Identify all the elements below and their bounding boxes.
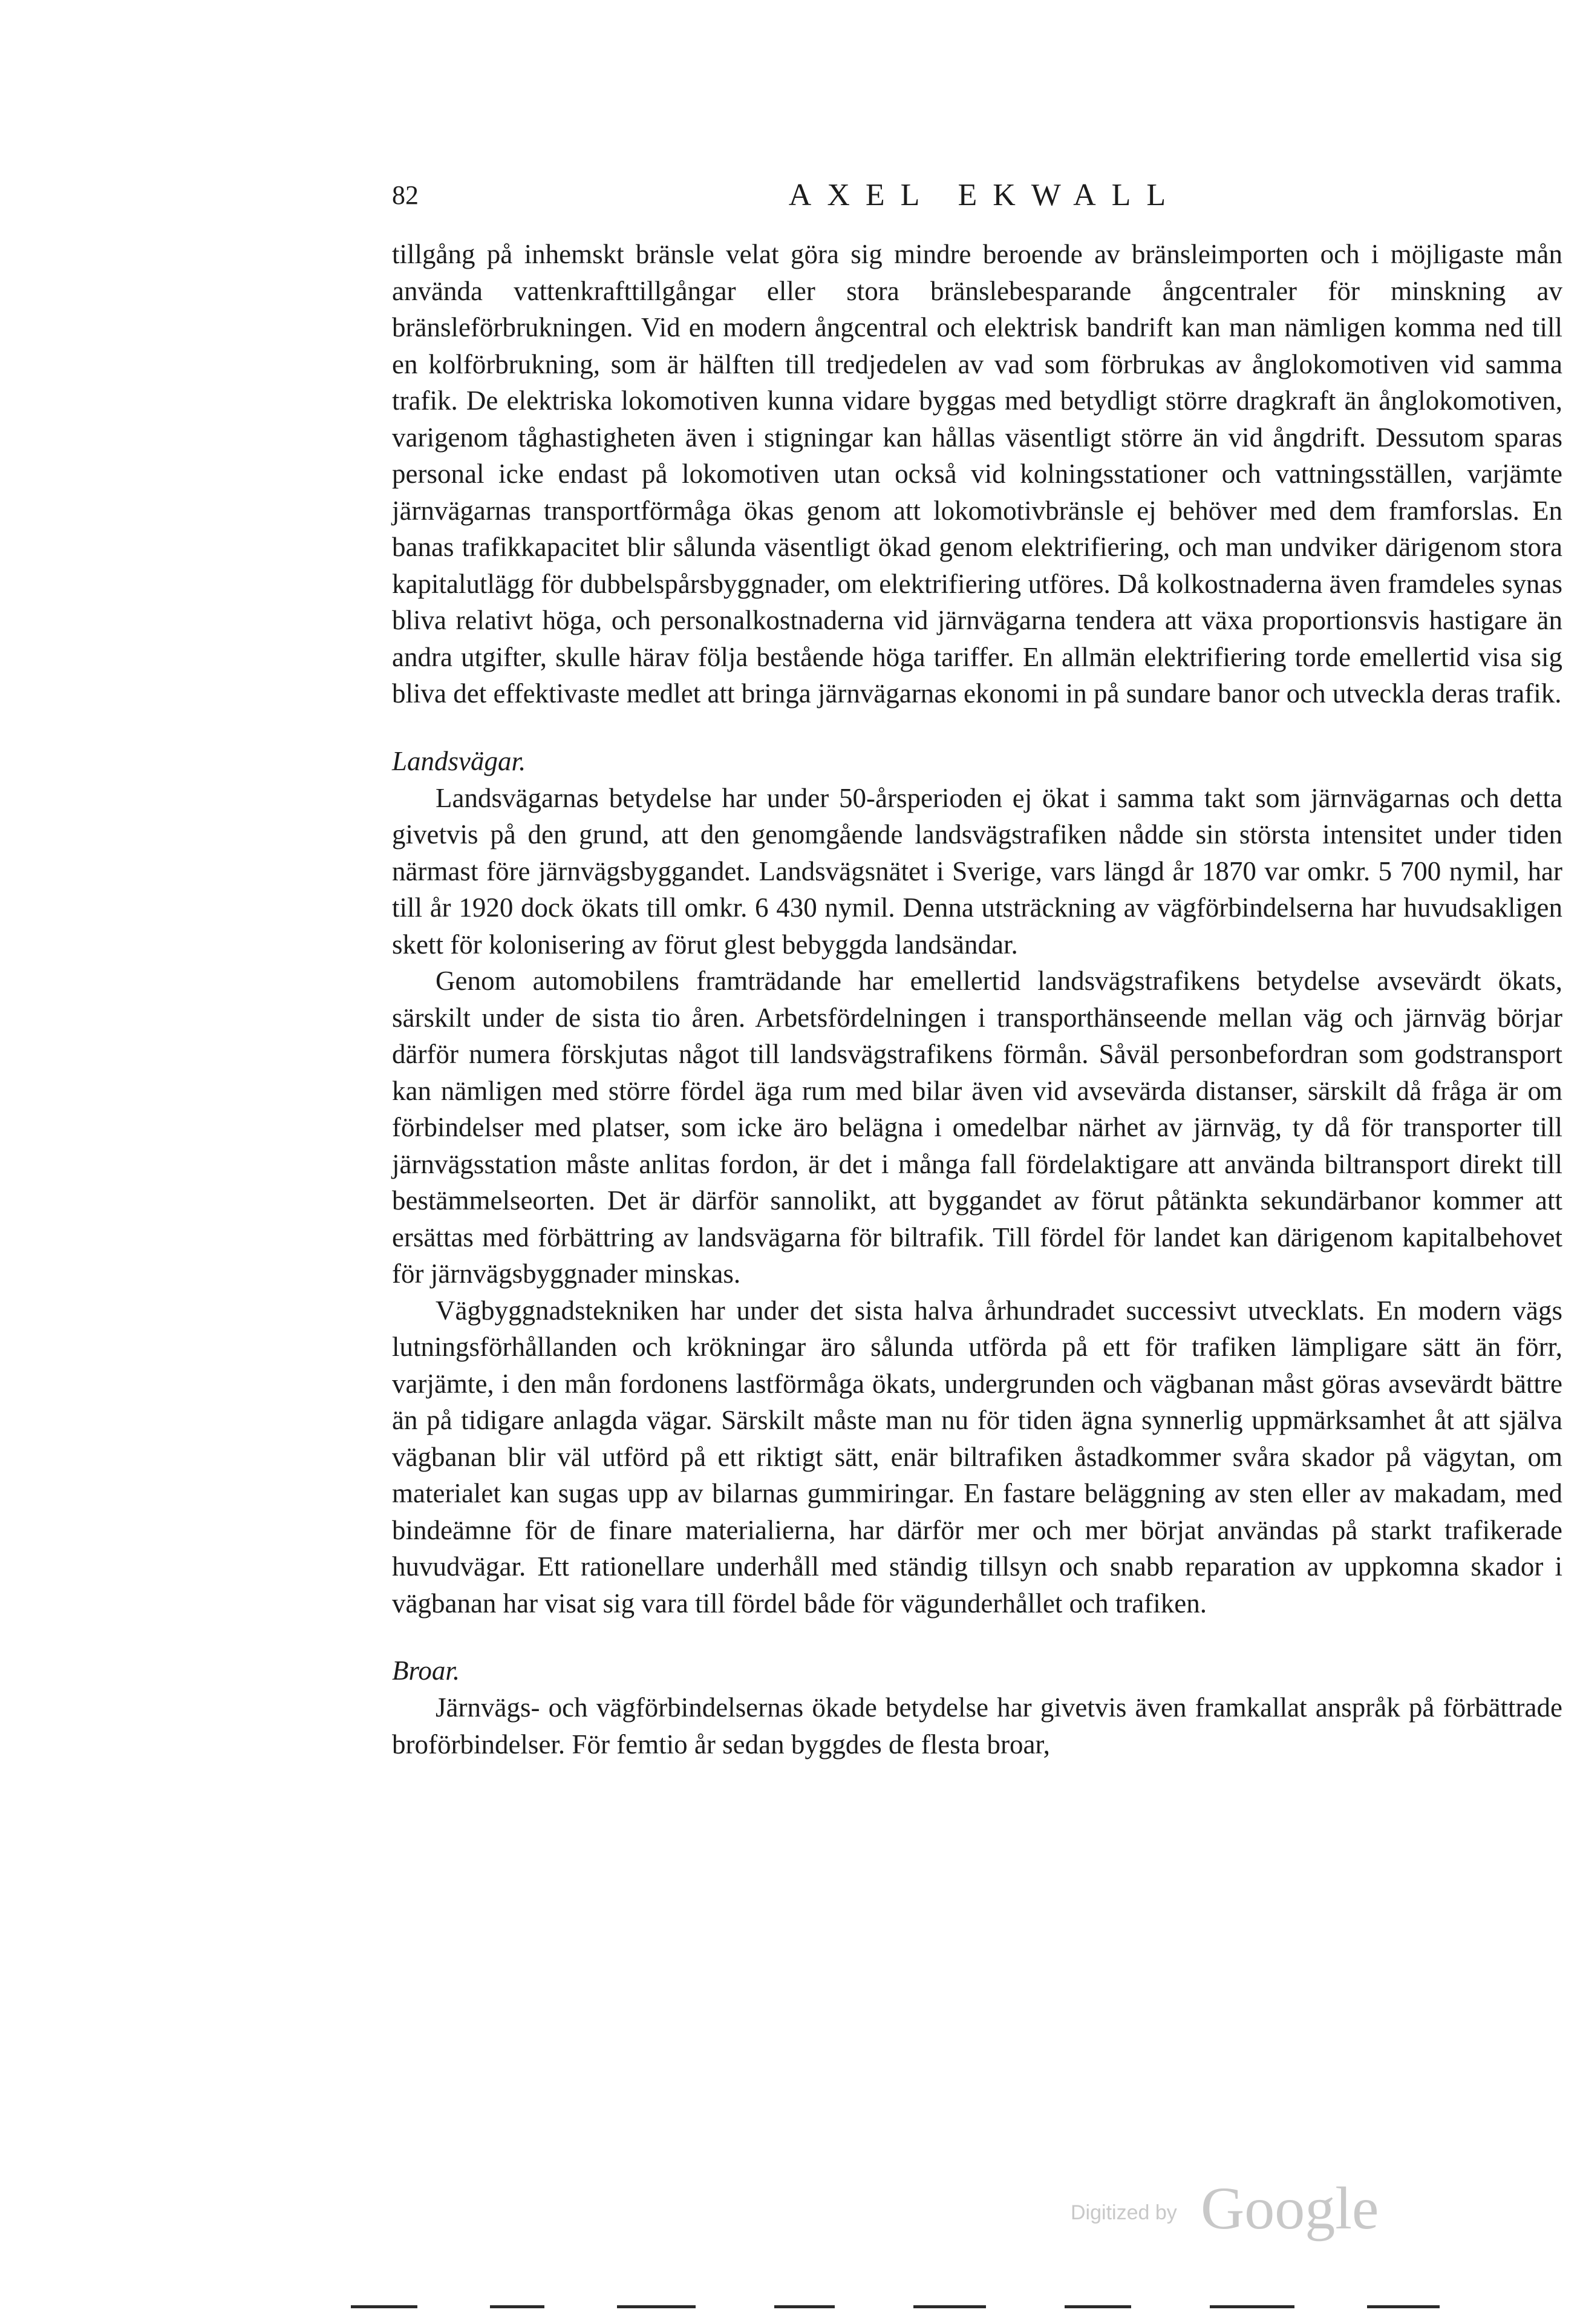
section-heading-broar: Broar. [392, 1655, 460, 1686]
scan-edge-dash [1367, 2305, 1440, 2308]
paragraph-road-construction: Vägbyggnadstekniken har under det sista halva århundradet successivt utvecklats. En modern vägs lutningsförhållanden och krökningar äro sålunda utförda på ett för trafiken lämpligare sätt än förr, varjämte, i den mån fordonens lastförmåga ökats, undergrunden och vägbanan måst göras avsevärdt bättre än på tidigare anlagda vägar. Särskilt måste man nu för tiden ägna synnerlig uppmärksamhet åt att själva vägbanan blir väl utförd på ett riktigt sätt, enär biltrafiken åstadkommer svåra skador på vägytan, om materialet kan sugas upp av bilarnas gummiringar. En fastare beläggning av sten eller av makadam, med bindeämne för de finare materialierna, har därför mer och mer börjat användas på starkt trafikerade huvudvägar. Ett rationellare underhåll med ständig tillsyn och snabb reparation av uppkomna skador i vägbanan har visat sig vara till fördel både för vägunderhållet och trafiken. [392, 1295, 1562, 1619]
google-logo: Google [1201, 2175, 1379, 2242]
scan-edge-dash [1210, 2305, 1294, 2308]
scan-edge-dash [1065, 2305, 1131, 2308]
scan-edge-dash [351, 2305, 417, 2308]
running-title: AXEL EKWALL [788, 178, 1182, 212]
paragraph-bridges: Järnvägs- och vägförbindelsernas ökade betydelse har givetvis även framkallat anspråk på förbättrade broförbindelser. För femtio år sedan byggdes de flesta broar, [392, 1692, 1562, 1759]
scan-edge-artifact [351, 2305, 1500, 2310]
body-text [392, 236, 1562, 1763]
scan-edge-dash [490, 2305, 544, 2308]
paragraph-road-network: Landsvägarnas betydelse har under 50-årsperioden ej ökat i samma takt som järnvägarnas och detta givetvis på den grund, att den genomgående landsvägstrafiken nådde sin största intensitet under tiden närmast före järnvägsbyggandet. Landsvägsnätet i Sverige, vars längd år 1870 var omkr. 5 700 nymil, har till år 1920 dock ökats till omkr. 6 430 nymil. Denna utsträckning av vägförbindelserna har huvudsakligen skett för kolonisering av förut glest bebyggda landsändar. [392, 782, 1562, 960]
running-head [392, 171, 1562, 220]
scan-edge-dash [774, 2305, 835, 2308]
paragraph-electrification: tillgång på inhemskt bränsle velat göra sig mindre beroende av bränsleimporten och i möjligaste mån använda vattenkrafttillgångar eller stora bränslebesparande ångcentraler för minskning av bränsleförbrukningen. Vid en modern ångcentral och elektrisk bandrift kan man nämligen komma ned till en kolförbrukning, som är hälften till tredjedelen av vad som förbrukas av ånglokomotiven vid samma trafik. De elektriska lokomotiven kunna vidare byggas med betydligt större dragkraft än ånglokomotiven, varigenom tåghastigheten även i stigningar kan hållas väsentligt större än vid ångdrift. Dessutom sparas personal icke endast på lokomotiven utan också vid kolningsstationer och vattningsställen, varjämte järnvägarnas transportförmåga ökas genom att lokomotivbränsle ej behöver med dem framforslas. En banas trafikkapacitet blir sålunda väsentligt ökad genom elektrifiering, och man undviker därigenom stora kapitalutlägg för dubbelspårsbyggnader, om elektrifiering utföres. Då kolkostnaderna även framdeles synas bliva relativt höga, och personalkostnaderna vid järnvägarna tendera att växa proportionsvis hastigare än andra utgifter, skulle härav följa bestående höga tariffer. En allmän elektrifiering torde emellertid visa sig bliva det effektivaste medlet att bringa järnvägarnas ekonomi in på sundare banor och utveckla deras trafik. [392, 239, 1562, 709]
watermark-prefix: Digitized by [1071, 2201, 1177, 2224]
scan-edge-dash [617, 2305, 696, 2308]
section-heading-landsvagar: Landsvägar. [392, 745, 526, 776]
digitized-watermark [1071, 2175, 1458, 2245]
scan-edge-dash [913, 2305, 986, 2308]
paragraph-automobile-traffic: Genom automobilens framträdande har emellertid landsvägstrafikens betydelse avsevärdt ökats, särskilt under de sista tio åren. Arbetsfördelningen i transporthänseende mellan väg och järnväg börjar därför numera förskjutas något till landsvägstrafikens förmån. Såväl personbefordran som godstransport kan nämligen med större fördel äga rum med bilar även vid avsevärda distanser, särskilt då fråga är om förbindelser med platser, som icke äro belägna i omedelbar närhet av järnväg, ty då för transporter till järnvägsstation måste anlitas fordon, är det i många fall fördelaktigare att använda biltransport direkt till bestämmelseorten. Det är därför sannolikt, att byggandet av förut påtänkta sekundärbanor kommer att ersättas med förbättring av landsvägarna för biltrafik. Till fördel för landet kan därigenom kapitalbehovet för järnvägsbyggnader minskas. [392, 966, 1562, 1289]
page-number: 82 [392, 180, 419, 210]
